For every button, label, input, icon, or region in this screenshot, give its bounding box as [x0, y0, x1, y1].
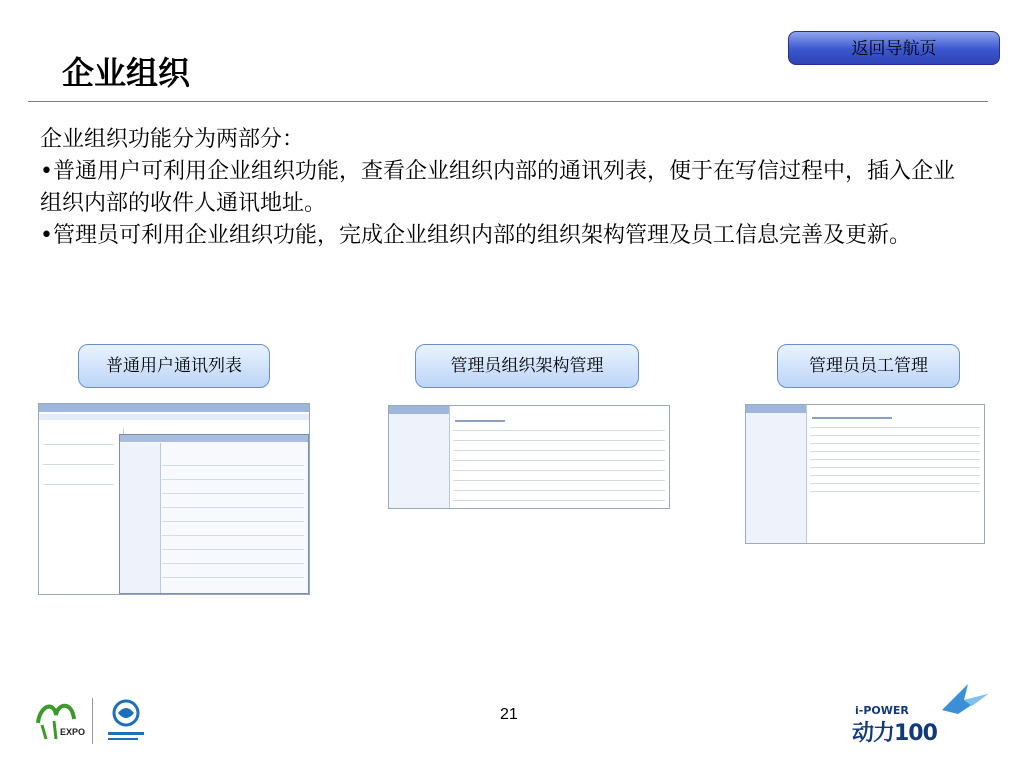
bullet-normal-user: •普通用户可利用企业组织功能，查看企业组织内部的通讯列表，便于在写信过程中，插入企业组织内部的收件人通讯地址。	[40, 159, 955, 216]
logo-divider	[92, 698, 93, 744]
slide-title: 企业组织	[62, 54, 191, 92]
page-number: 21	[500, 706, 518, 723]
bullet-admin: •管理员可利用企业组织功能，完成企业组织内部的组织架构管理及员工信息完善及更新。	[40, 223, 911, 248]
contact-list-screenshot	[38, 403, 310, 595]
title-divider	[28, 101, 988, 102]
svg-text:EXPO: EXPO	[60, 727, 86, 737]
ipower-bird-icon	[938, 680, 994, 718]
admin-org-structure-button[interactable]: 管理员组织架构管理	[415, 344, 639, 388]
admin-employee-management-button[interactable]: 管理员员工管理	[777, 344, 960, 388]
power100-brand: 动力100	[852, 721, 937, 746]
body-text	[40, 124, 970, 252]
normal-user-contact-list-button[interactable]: 普通用户通讯列表	[78, 344, 270, 388]
expo-logo	[32, 695, 86, 743]
employee-management-screenshot	[745, 404, 985, 544]
back-to-navigation-button[interactable]: 返回导航页	[788, 31, 1000, 65]
ipower-label: i-POWER	[855, 704, 909, 717]
china-mobile-logo	[106, 698, 146, 744]
intro-text: 企业组织功能分为两部分：	[40, 127, 305, 152]
org-structure-screenshot	[388, 405, 670, 509]
